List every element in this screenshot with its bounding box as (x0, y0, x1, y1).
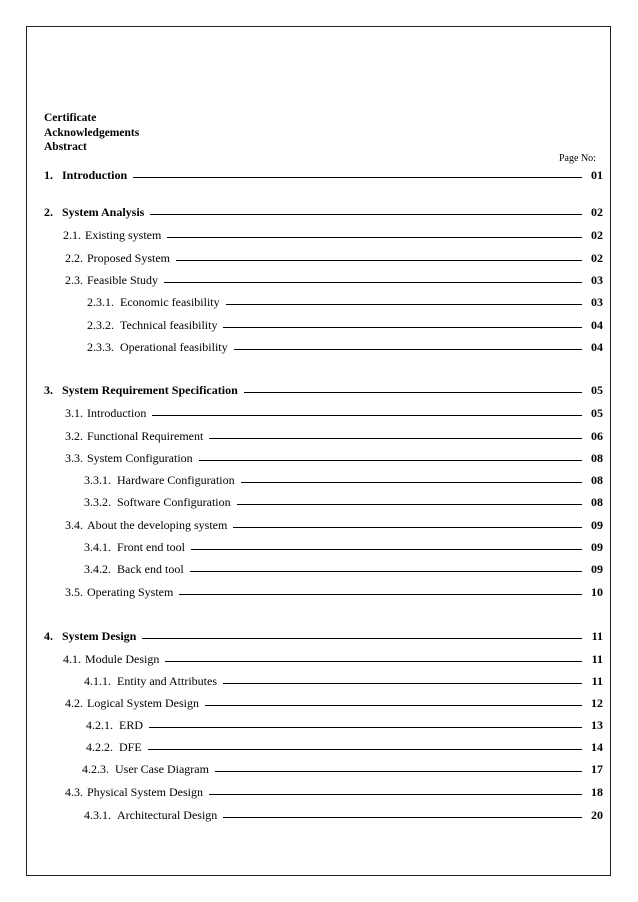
toc-entry-number: 2.3.1. (87, 295, 114, 309)
toc-entry-page: 06 (591, 429, 603, 443)
toc-leader-line (191, 549, 582, 550)
toc-entry-title: Introduction (62, 168, 128, 182)
toc-entry-number: 3.5. (65, 585, 83, 599)
front-item-abstract: Abstract (44, 141, 87, 154)
toc-leader-line (237, 504, 582, 505)
toc-entry[interactable] (63, 650, 603, 666)
toc-leader-line (223, 683, 582, 684)
toc-entry-title: Architectural Design (117, 808, 218, 822)
toc-entry[interactable] (65, 427, 603, 443)
toc-entry-page: 11 (591, 652, 603, 666)
front-item-certificate: Certificate (44, 112, 97, 124)
toc-leader-line (152, 415, 582, 416)
toc-entry-page: 02 (591, 228, 603, 242)
toc-entry-number: 4.3.1. (84, 808, 111, 822)
toc-entry-page: 01 (591, 168, 603, 182)
toc-entry-number: 3.1. (65, 406, 83, 420)
toc-entry-page: 09 (591, 540, 603, 554)
toc-leader-line (241, 482, 582, 483)
toc-entry[interactable] (65, 516, 603, 532)
toc-entry[interactable] (86, 716, 603, 732)
toc-entry-number: 4.2.2. (86, 740, 113, 754)
toc-entry-number: 4.3. (65, 785, 83, 799)
toc-entry[interactable] (65, 694, 603, 710)
toc-leader-line (176, 260, 582, 261)
toc-entry-page: 13 (591, 718, 603, 732)
toc-entry-title: Feasible Study (87, 273, 158, 287)
toc-leader-line (149, 727, 582, 728)
toc-entry[interactable] (65, 249, 603, 265)
toc-entry-number: 3. (44, 383, 53, 397)
toc-entry-title: System Configuration (87, 451, 193, 465)
toc-leader-line (234, 349, 582, 350)
toc-entry-number: 3.4.1. (84, 540, 111, 554)
toc-entry-title: DFE (119, 740, 142, 754)
toc-entry[interactable] (65, 271, 603, 287)
toc-entry-title: Logical System Design (87, 696, 199, 710)
page-no-label: Page No: (559, 153, 596, 164)
toc-entry[interactable] (87, 293, 603, 309)
toc-entry-page: 02 (591, 205, 603, 219)
toc-entry-title: Module Design (85, 652, 160, 666)
toc-leader-line (226, 304, 582, 305)
toc-leader-line (223, 327, 582, 328)
toc-leader-line (223, 817, 582, 818)
toc-entry-page: 17 (591, 762, 603, 776)
toc-entry-page: 09 (591, 518, 603, 532)
toc-leader-line (233, 527, 582, 528)
toc-entry[interactable] (65, 404, 603, 420)
toc-entry-title: Hardware Configuration (117, 473, 235, 487)
toc-entry-title: Introduction (87, 406, 147, 420)
toc-leader-line (190, 571, 582, 572)
toc-entry-page: 18 (591, 785, 603, 799)
toc-leader-line (142, 638, 582, 639)
toc-entry[interactable] (44, 381, 603, 397)
toc-entry-title: System Analysis (62, 205, 145, 219)
toc-entry[interactable] (44, 627, 603, 643)
toc-entry-title: Proposed System (87, 251, 171, 265)
toc-entry-page: 20 (591, 808, 603, 822)
toc-leader-line (244, 392, 582, 393)
toc-entry-page: 11 (591, 629, 603, 643)
toc-entry-page: 08 (591, 473, 603, 487)
toc-entry-page: 09 (591, 562, 603, 576)
toc-entry-page: 10 (591, 585, 603, 599)
toc-entry[interactable] (82, 760, 603, 776)
toc-entry[interactable] (84, 806, 603, 822)
front-item-acknowledgements: Acknowledgements (44, 126, 140, 139)
toc-entry-number: 3.3.2. (84, 495, 111, 509)
toc-entry-number: 3.3. (65, 451, 83, 465)
toc-entry-number: 2.3. (65, 273, 83, 287)
toc-entry-number: 3.4.2. (84, 562, 111, 576)
toc-entry-number: 4.2. (65, 696, 83, 710)
toc-entry-page: 05 (591, 406, 603, 420)
toc-entry[interactable] (84, 471, 603, 487)
toc-entry-page: 08 (591, 451, 603, 465)
toc-entry[interactable] (86, 738, 603, 754)
toc-leader-line (209, 794, 582, 795)
toc-entry[interactable] (84, 672, 603, 688)
toc-leader-line (215, 771, 582, 772)
front-matter (44, 111, 139, 155)
toc-entry[interactable] (65, 449, 603, 465)
toc-entry-number: 4.2.1. (86, 718, 113, 732)
toc-leader-line (209, 438, 582, 439)
toc-entry[interactable] (44, 166, 603, 182)
toc-leader-line (167, 237, 582, 238)
toc-entry-number: 4.1.1. (84, 674, 111, 688)
toc-entry-number: 4.1. (63, 652, 81, 666)
toc-entry-page: 02 (591, 251, 603, 265)
toc-entry-title: Functional Requirement (87, 429, 204, 443)
toc-entry-title: Existing system (85, 228, 162, 242)
toc-entry-number: 4. (44, 629, 53, 643)
toc-entry-title: Front end tool (117, 540, 185, 554)
toc-entry-title: Physical System Design (87, 785, 203, 799)
toc-entry[interactable] (87, 316, 603, 332)
toc-entry-number: 3.4. (65, 518, 83, 532)
toc-entry[interactable] (84, 560, 603, 576)
toc-leader-line (148, 749, 582, 750)
toc-leader-line (179, 594, 582, 595)
toc-entry[interactable] (65, 783, 603, 799)
toc-entry[interactable] (84, 493, 603, 509)
toc-entry-number: 3.2. (65, 429, 83, 443)
toc-entry-title: Operating System (87, 585, 174, 599)
toc-entry-page: 14 (591, 740, 603, 754)
toc-entry-title: Back end tool (117, 562, 184, 576)
toc-entry[interactable] (44, 203, 603, 219)
toc-entry-title: Economic feasibility (120, 295, 220, 309)
toc-entry[interactable] (65, 583, 603, 599)
toc-entry-title: User Case Diagram (115, 762, 209, 776)
toc-entry-page: 11 (591, 674, 603, 688)
toc-entry-number: 3.3.1. (84, 473, 111, 487)
toc-entry-title: Operational feasibility (120, 340, 228, 354)
toc-leader-line (164, 282, 582, 283)
toc-entry-title: Software Configuration (117, 495, 231, 509)
toc-entry-page: 08 (591, 495, 603, 509)
toc-entry-number: 4.2.3. (82, 762, 109, 776)
toc-entry-title: About the developing system (87, 518, 228, 532)
toc-entry-title: System Requirement Specification (62, 383, 238, 397)
toc-leader-line (165, 661, 582, 662)
toc-entry-title: Entity and Attributes (117, 674, 217, 688)
toc-entry-title: ERD (119, 718, 143, 732)
toc-entry-title: Technical feasibility (120, 318, 218, 332)
toc-leader-line (199, 460, 582, 461)
toc-entry-number: 2.3.3. (87, 340, 114, 354)
toc-entry-number: 1. (44, 168, 53, 182)
toc-entry-number: 2.1. (63, 228, 81, 242)
toc-entry-title: System Design (62, 629, 137, 643)
toc-entry-number: 2.3.2. (87, 318, 114, 332)
toc-entry-page: 03 (591, 273, 603, 287)
toc-entry[interactable] (87, 338, 603, 354)
toc-entry[interactable] (63, 226, 603, 242)
toc-entry-page: 04 (591, 318, 603, 332)
toc-entry-number: 2.2. (65, 251, 83, 265)
toc-entry-page: 03 (591, 295, 603, 309)
toc-leader-line (150, 214, 582, 215)
toc-entry-page: 04 (591, 340, 603, 354)
toc-leader-line (205, 705, 582, 706)
toc-entry-page: 05 (591, 383, 603, 397)
toc-entry-number: 2. (44, 205, 53, 219)
toc-leader-line (133, 177, 582, 178)
toc-entry[interactable] (84, 538, 603, 554)
toc-entry-page: 12 (591, 696, 603, 710)
